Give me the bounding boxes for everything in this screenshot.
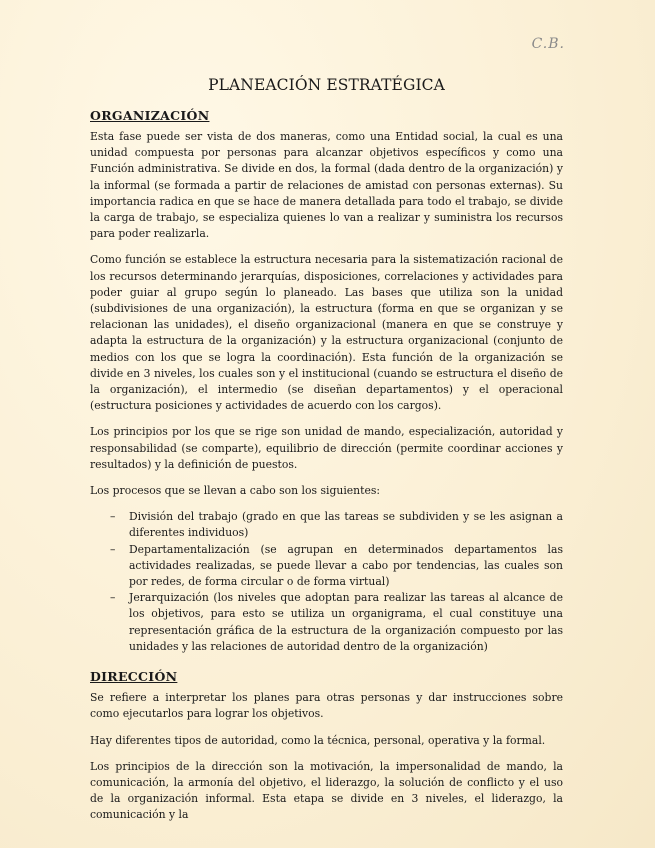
dash-bullet: – [110,542,116,556]
list-item [90,509,563,541]
list-item-text: División del trabajo (grado en que las tareas se subdividen y se les asignan a diferentes individuos) [129,510,563,540]
section-heading-organizacion: ORGANIZACIÓN [90,108,210,123]
list-item-text: Jerarquización (los niveles que adoptan para realizar las tareas al alcance de los objetivos, para esto se utiliza un organigrama, el cual constituye una representación gráfica de la estructura de la organización compuesto por las unidades y las relaciones de autoridad dentro de la organización) [129,591,563,653]
list-item-text: Departamentalización (se agrupan en determinados departamentos las actividades realizadas, se puede llevar a cabo por tendencias, las cuales son por redes, de forma circular o de forma virtual) [129,542,563,589]
section-heading-direccion: DIRECCIÓN [90,669,178,685]
list-item [90,590,563,655]
dash-bullet: – [110,510,116,524]
paragraph: Los procesos que se llevan a cabo son los siguientes: [90,484,381,498]
paragraph: Los principios por los que se rige son unidad de mando, especialización, autoridad y responsabilidad (se comparte), equilibrio de dirección (permite coordinar acciones y resultados) y la definición de puestos. [90,425,563,471]
list-item [90,542,563,591]
author-initials: C.B. [531,36,565,52]
process-list [90,509,563,655]
paragraph: Esta fase puede ser vista de dos maneras, como una Entidad social, la cual es una unidad compuesta por personas para alcanzar objetivos específicos y como una Función administrativa. Se divide en dos, la formal (dada dentro de la organización) y la informal (se formada a partir de relaciones de amistad con personas externas). Su importancia radica en que se hace de manera detallada para todo el trabajo, se divide la carga de trabajo, se especializa quienes lo van a realizar y suministra los recursos para poder realizarla. [90,130,563,241]
paragraph: Como función se establece la estructura necesaria para la sistematización racional de los recursos determinando jerarquías, disposiciones, correlaciones y actividades para poder guiar al grupo según lo planeado. Las bases que utiliza son la unidad (subdivisiones de una organización), la estructura (forma en que se organizan y se relacionan las unidades), el diseño organizacional (manera en que se construye y adapta la estructura de la organización) y la estructura organizacional (conjunto de medios con los que se logra la coordinación). Esta función de la organización se divide en 3 niveles, los cuales son y el institucional (cuando se estructura el diseño de la organización), el intermedio (se diseñan departamentos) y el operacional (estructura posiciones y actividades de acuerdo con los cargos). [90,253,563,413]
document-title: PLANEACIÓN ESTRATÉGICA [208,76,445,94]
dash-bullet: – [110,591,116,605]
paragraph: Se refiere a interpretar los planes para otras personas y dar instrucciones sobre como ejecutarlos para lograr los objetivos. [90,691,563,721]
paragraph: Hay diferentes tipos de autoridad, como la técnica, personal, operativa y la formal. [90,733,546,747]
paragraph: Los principios de la dirección son la motivación, la impersonalidad de mando, la comunicación, la armonía del objetivo, el liderazgo, la solución de conflicto y el uso de la organización informal. Esta etapa se divide en 3 niveles, el liderazgo, la comunicación y la [90,759,563,822]
